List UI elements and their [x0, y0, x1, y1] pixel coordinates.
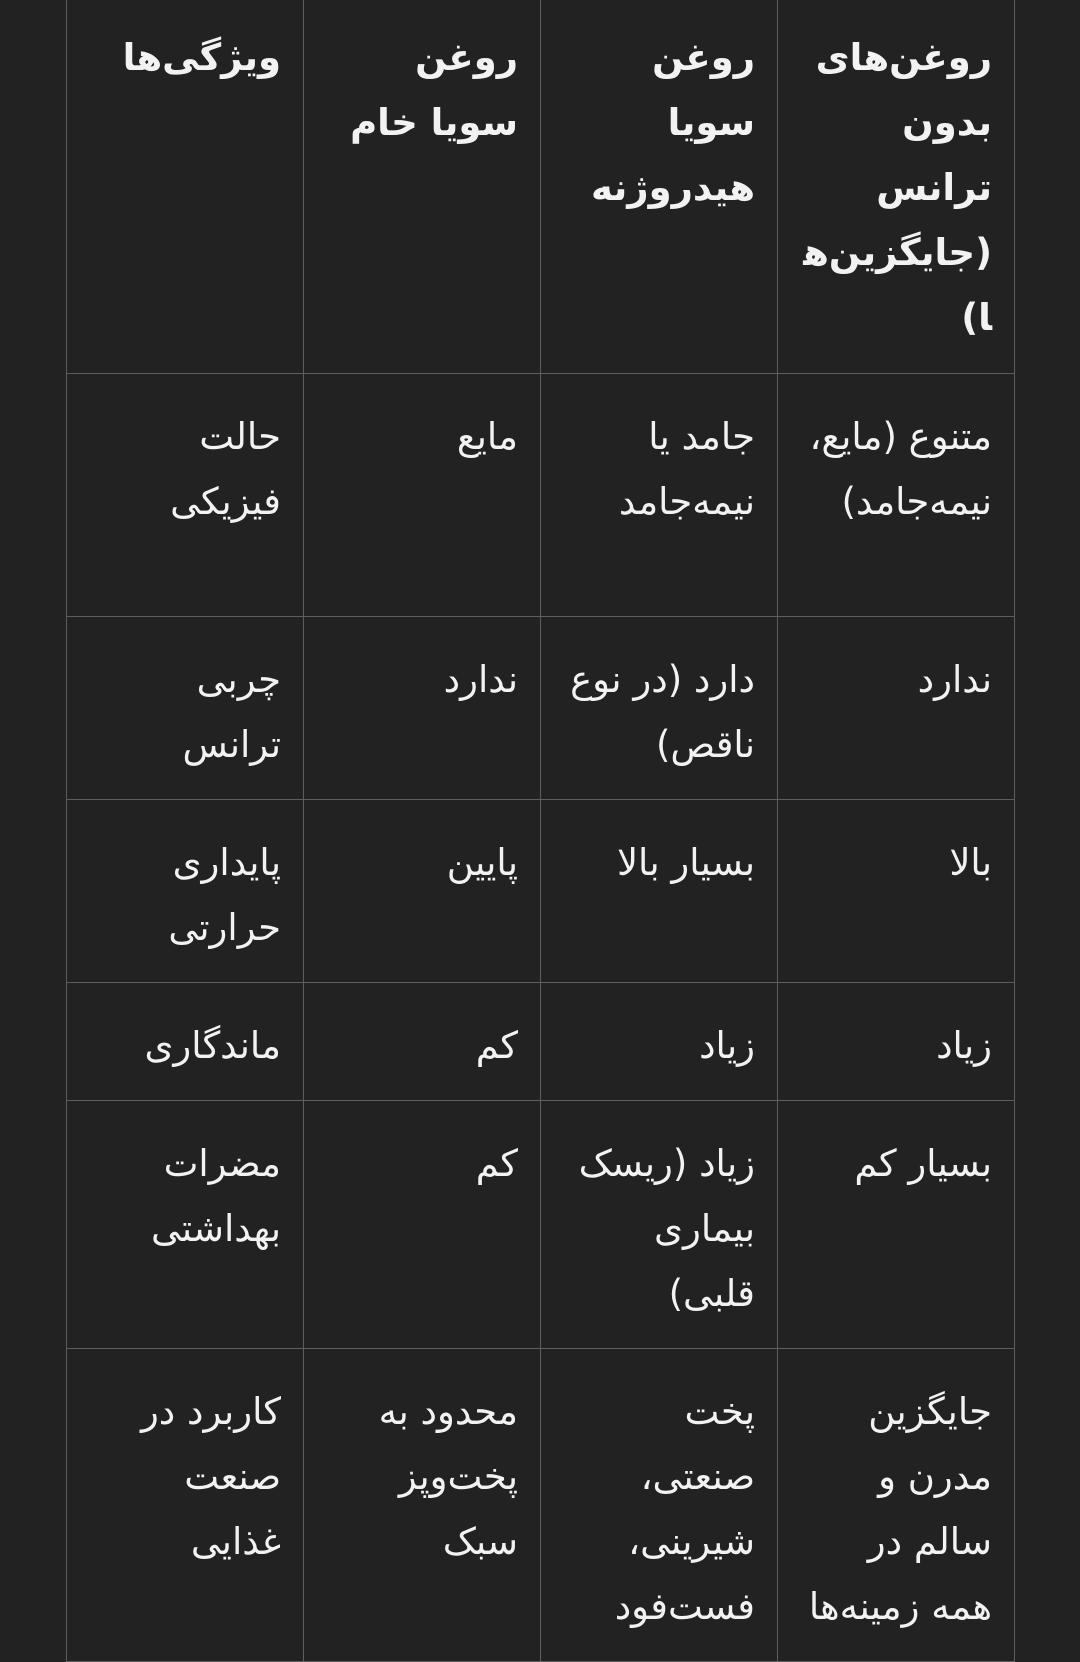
trans-free-cell: متنوع (مایع، نیمه‌جامد)	[778, 374, 1015, 617]
raw-soy-cell: کم	[304, 983, 541, 1101]
raw-soy-cell: کم	[304, 1101, 541, 1349]
raw-soy-cell: مایع	[304, 374, 541, 617]
hydrogenated-soy-cell: بسیار بالا	[541, 800, 778, 983]
trans-free-cell: بالا	[778, 800, 1015, 983]
table-row	[67, 800, 1015, 983]
feature-cell: چربی ترانس	[67, 617, 304, 800]
raw-soy-cell: محدود به پخت‌وپز سبک	[304, 1349, 541, 1662]
feature-cell: حالت فیزیکی	[67, 374, 304, 617]
hydrogenated-soy-cell: زیاد	[541, 983, 778, 1101]
hydrogenated-soy-cell: جامد یا نیمه‌جامد	[541, 374, 778, 617]
header-cell-features: ویژگی‌ها	[67, 0, 304, 374]
raw-soy-cell: پایین	[304, 800, 541, 983]
table-row	[67, 983, 1015, 1101]
header-cell-raw-soy-oil: روغن سویا خام	[304, 0, 541, 374]
trans-free-cell: ندارد	[778, 617, 1015, 800]
feature-cell: کاربرد در صنعت غذایی	[67, 1349, 304, 1662]
oil-comparison-table	[66, 0, 1015, 1662]
trans-free-cell: جایگزین مدرن و سالم در همه زمینه‌ها	[778, 1349, 1015, 1662]
table-header-row	[67, 0, 1015, 374]
feature-cell: مضرات بهداشتی	[67, 1101, 304, 1349]
table-row	[67, 374, 1015, 617]
hydrogenated-soy-cell: دارد (در نوع ناقص)	[541, 617, 778, 800]
trans-free-cell: بسیار کم	[778, 1101, 1015, 1349]
hydrogenated-soy-cell: زیاد (ریسک بیماری قلبی)	[541, 1101, 778, 1349]
comparison-table-container	[66, 0, 1014, 1662]
feature-cell: ماندگاری	[67, 983, 304, 1101]
feature-cell: پایداری حرارتی	[67, 800, 304, 983]
header-cell-trans-free-oils: روغن‌های بدون ترانس (جایگزین‌ها)	[778, 0, 1015, 374]
table-row	[67, 1101, 1015, 1349]
table-row	[67, 1349, 1015, 1662]
trans-free-cell: زیاد	[778, 983, 1015, 1101]
raw-soy-cell: ندارد	[304, 617, 541, 800]
header-cell-hydrogenated-soy-oil: روغن سویا هیدروژنه	[541, 0, 778, 374]
table-row	[67, 617, 1015, 800]
hydrogenated-soy-cell: پخت صنعتی، شیرینی، فست‌فود	[541, 1349, 778, 1662]
